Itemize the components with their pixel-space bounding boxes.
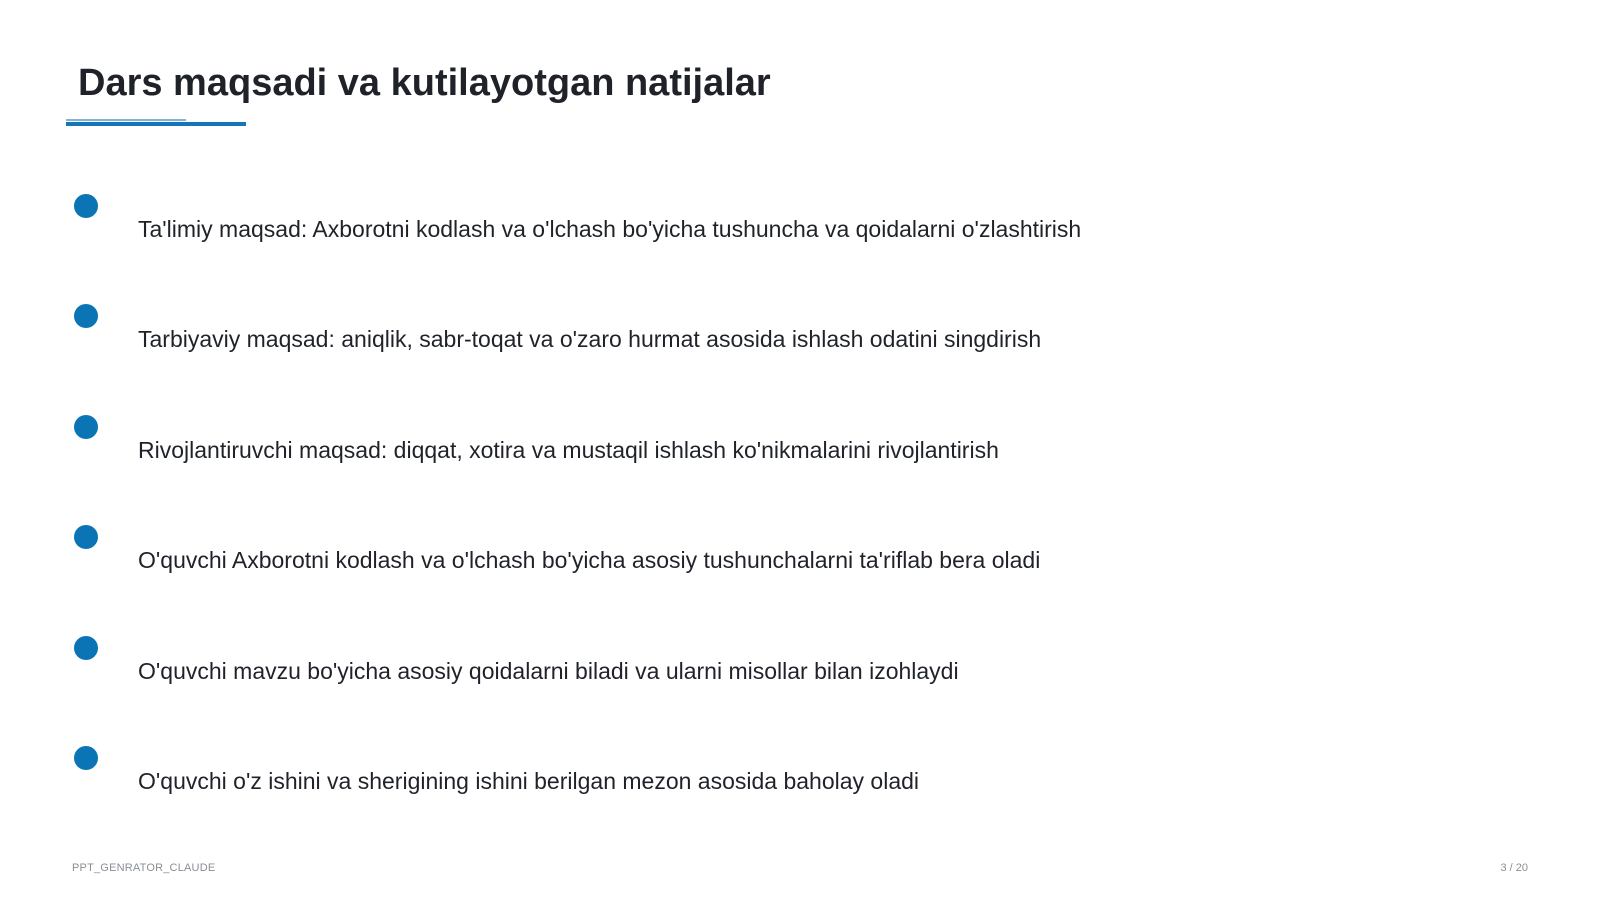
bullet-text: O'quvchi o'z ishini va sherigining ishini berilgan mezon asosida baholay oladi [138, 768, 920, 794]
list-item [0, 746, 1600, 826]
page-number: 3 / 20 [1500, 862, 1528, 874]
list-item [0, 525, 1600, 605]
slide-title: Dars maqsadi va kutilayotgan natijalar [78, 62, 771, 104]
bullet-dot-icon [74, 194, 98, 218]
list-item [0, 304, 1600, 384]
footer-label: PPT_GENRATOR_CLAUDE [72, 862, 216, 874]
bullet-dot-icon [74, 304, 98, 328]
list-item [0, 415, 1600, 495]
bullet-dot-icon [74, 746, 98, 770]
bullet-dot-icon [74, 636, 98, 660]
bullet-text: Tarbiyaviy maqsad: aniqlik, sabr-toqat va o'zaro hurmat asosida ishlash odatini singdirish [138, 326, 1042, 352]
bullet-text: O'quvchi Axborotni kodlash va o'lchash bo'yicha asosiy tushunchalarni ta'riflab bera oladi [138, 547, 1041, 573]
bullet-dot-icon [74, 525, 98, 549]
bullet-dot-icon [74, 415, 98, 439]
list-item [0, 636, 1600, 716]
bullet-text: O'quvchi mavzu bo'yicha asosiy qoidalarni biladi va ularni misollar bilan izohlaydi [138, 658, 959, 684]
bullet-text: Rivojlantiruvchi maqsad: diqqat, xotira va mustaqil ishlash ko'nikmalarini rivojlantirish [138, 437, 999, 463]
list-item [0, 194, 1600, 274]
bullet-text: Ta'limiy maqsad: Axborotni kodlash va o'lchash bo'yicha tushuncha va qoidalarni o'zlashtirish [138, 216, 1082, 242]
